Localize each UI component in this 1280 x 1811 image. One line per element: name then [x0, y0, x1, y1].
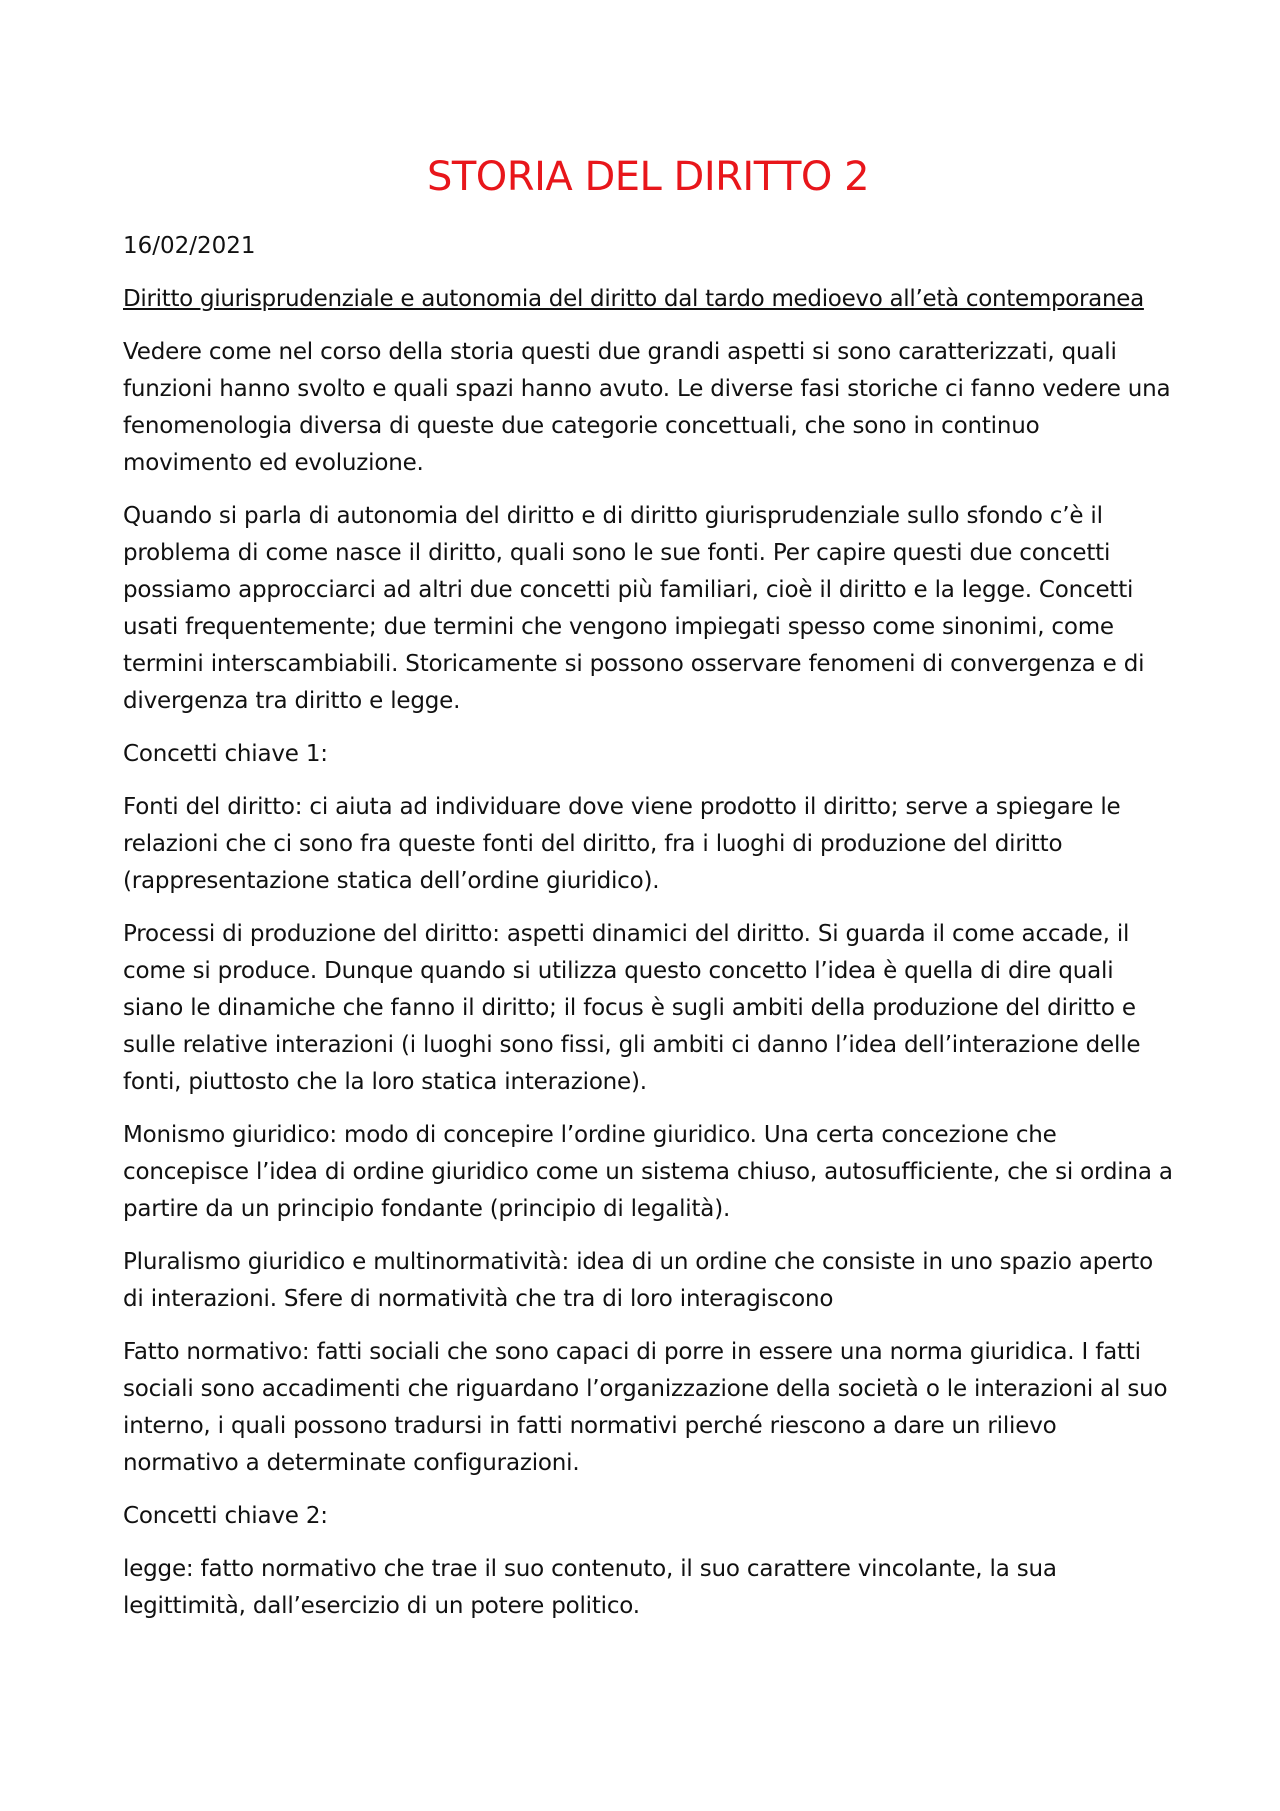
section-heading-key-concepts-2: Concetti chiave 2:	[123, 1503, 328, 1529]
document-page	[123, 150, 1173, 1641]
section-heading-key-concepts-1: Concetti chiave 1:	[123, 741, 328, 767]
paragraph-fonti-del-diritto: Fonti del diritto: ci aiuta ad individuare dove viene prodotto il diritto; serve a spiegare le relazioni che ci sono fra queste fonti del diritto, fra i luoghi di produzione del diritto (rappresentazione statica dell’ordine giuridico).	[123, 794, 1121, 894]
paragraph-intro: Vedere come nel corso della storia questi due grandi aspetti si sono caratterizzati, quali funzioni hanno svolto e quali spazi hanno avuto. Le diverse fasi storiche ci fanno vedere una fenomenologia diversa di queste due categorie concettuali, che sono in continuo movimento ed evoluzione.	[123, 339, 1171, 476]
paragraph-legge: legge: fatto normativo che trae il suo contenuto, il suo carattere vincolante, la sua legittimità, dall’esercizio di un potere politico.	[123, 1556, 1057, 1619]
paragraph-context: Quando si parla di autonomia del diritto e di diritto giurisprudenziale sullo sfondo c’è il problema di come nasce il diritto, quali sono le sue fonti. Per capire questi due concetti possiamo approcciarci ad altri due concetti più familiari, cioè il diritto e la legge. Concetti usati frequentemente; due termini che vengono impiegati spesso come sinonimi, come termini interscambiabili. Storicamente si possono osservare fenomeni di convergenza e di divergenza tra diritto e legge.	[123, 503, 1145, 714]
paragraph-fatto-normativo: Fatto normativo: fatti sociali che sono capaci di porre in essere una norma giuridica. I fatti sociali sono accadimenti che riguardano l’organizzazione della società o le interazioni al suo interno, i quali possono tradursi in fatti normativi perché riescono a dare un rilievo normativo a determinate configurazioni.	[123, 1339, 1168, 1476]
document-date: 16/02/2021	[123, 233, 256, 259]
document-subtitle: Diritto giurisprudenziale e autonomia del diritto dal tardo medioevo all’età contemporanea	[123, 286, 1144, 312]
paragraph-monismo-giuridico: Monismo giuridico: modo di concepire l’ordine giuridico. Una certa concezione che concepisce l’idea di ordine giuridico come un sistema chiuso, autosufficiente, che si ordina a partire da un principio fondante (principio di legalità).	[123, 1122, 1173, 1222]
document-title: STORIA DEL DIRITTO 2	[426, 154, 870, 200]
paragraph-pluralismo-giuridico: Pluralismo giuridico e multinormatività: idea di un ordine che consiste in uno spazio aperto di interazioni. Sfere di normatività che tra di loro interagiscono	[123, 1249, 1153, 1312]
paragraph-processi-di-produzione: Processi di produzione del diritto: aspetti dinamici del diritto. Si guarda il come accade, il come si produce. Dunque quando si utilizza questo concetto l’idea è quella di dire quali siano le dinamiche che fanno il diritto; il focus è sugli ambiti della produzione del diritto e sulle relative interazioni (i luoghi sono fissi, gli ambiti ci danno l’idea dell’interazione delle fonti, piuttosto che la loro statica interazione).	[123, 921, 1141, 1095]
